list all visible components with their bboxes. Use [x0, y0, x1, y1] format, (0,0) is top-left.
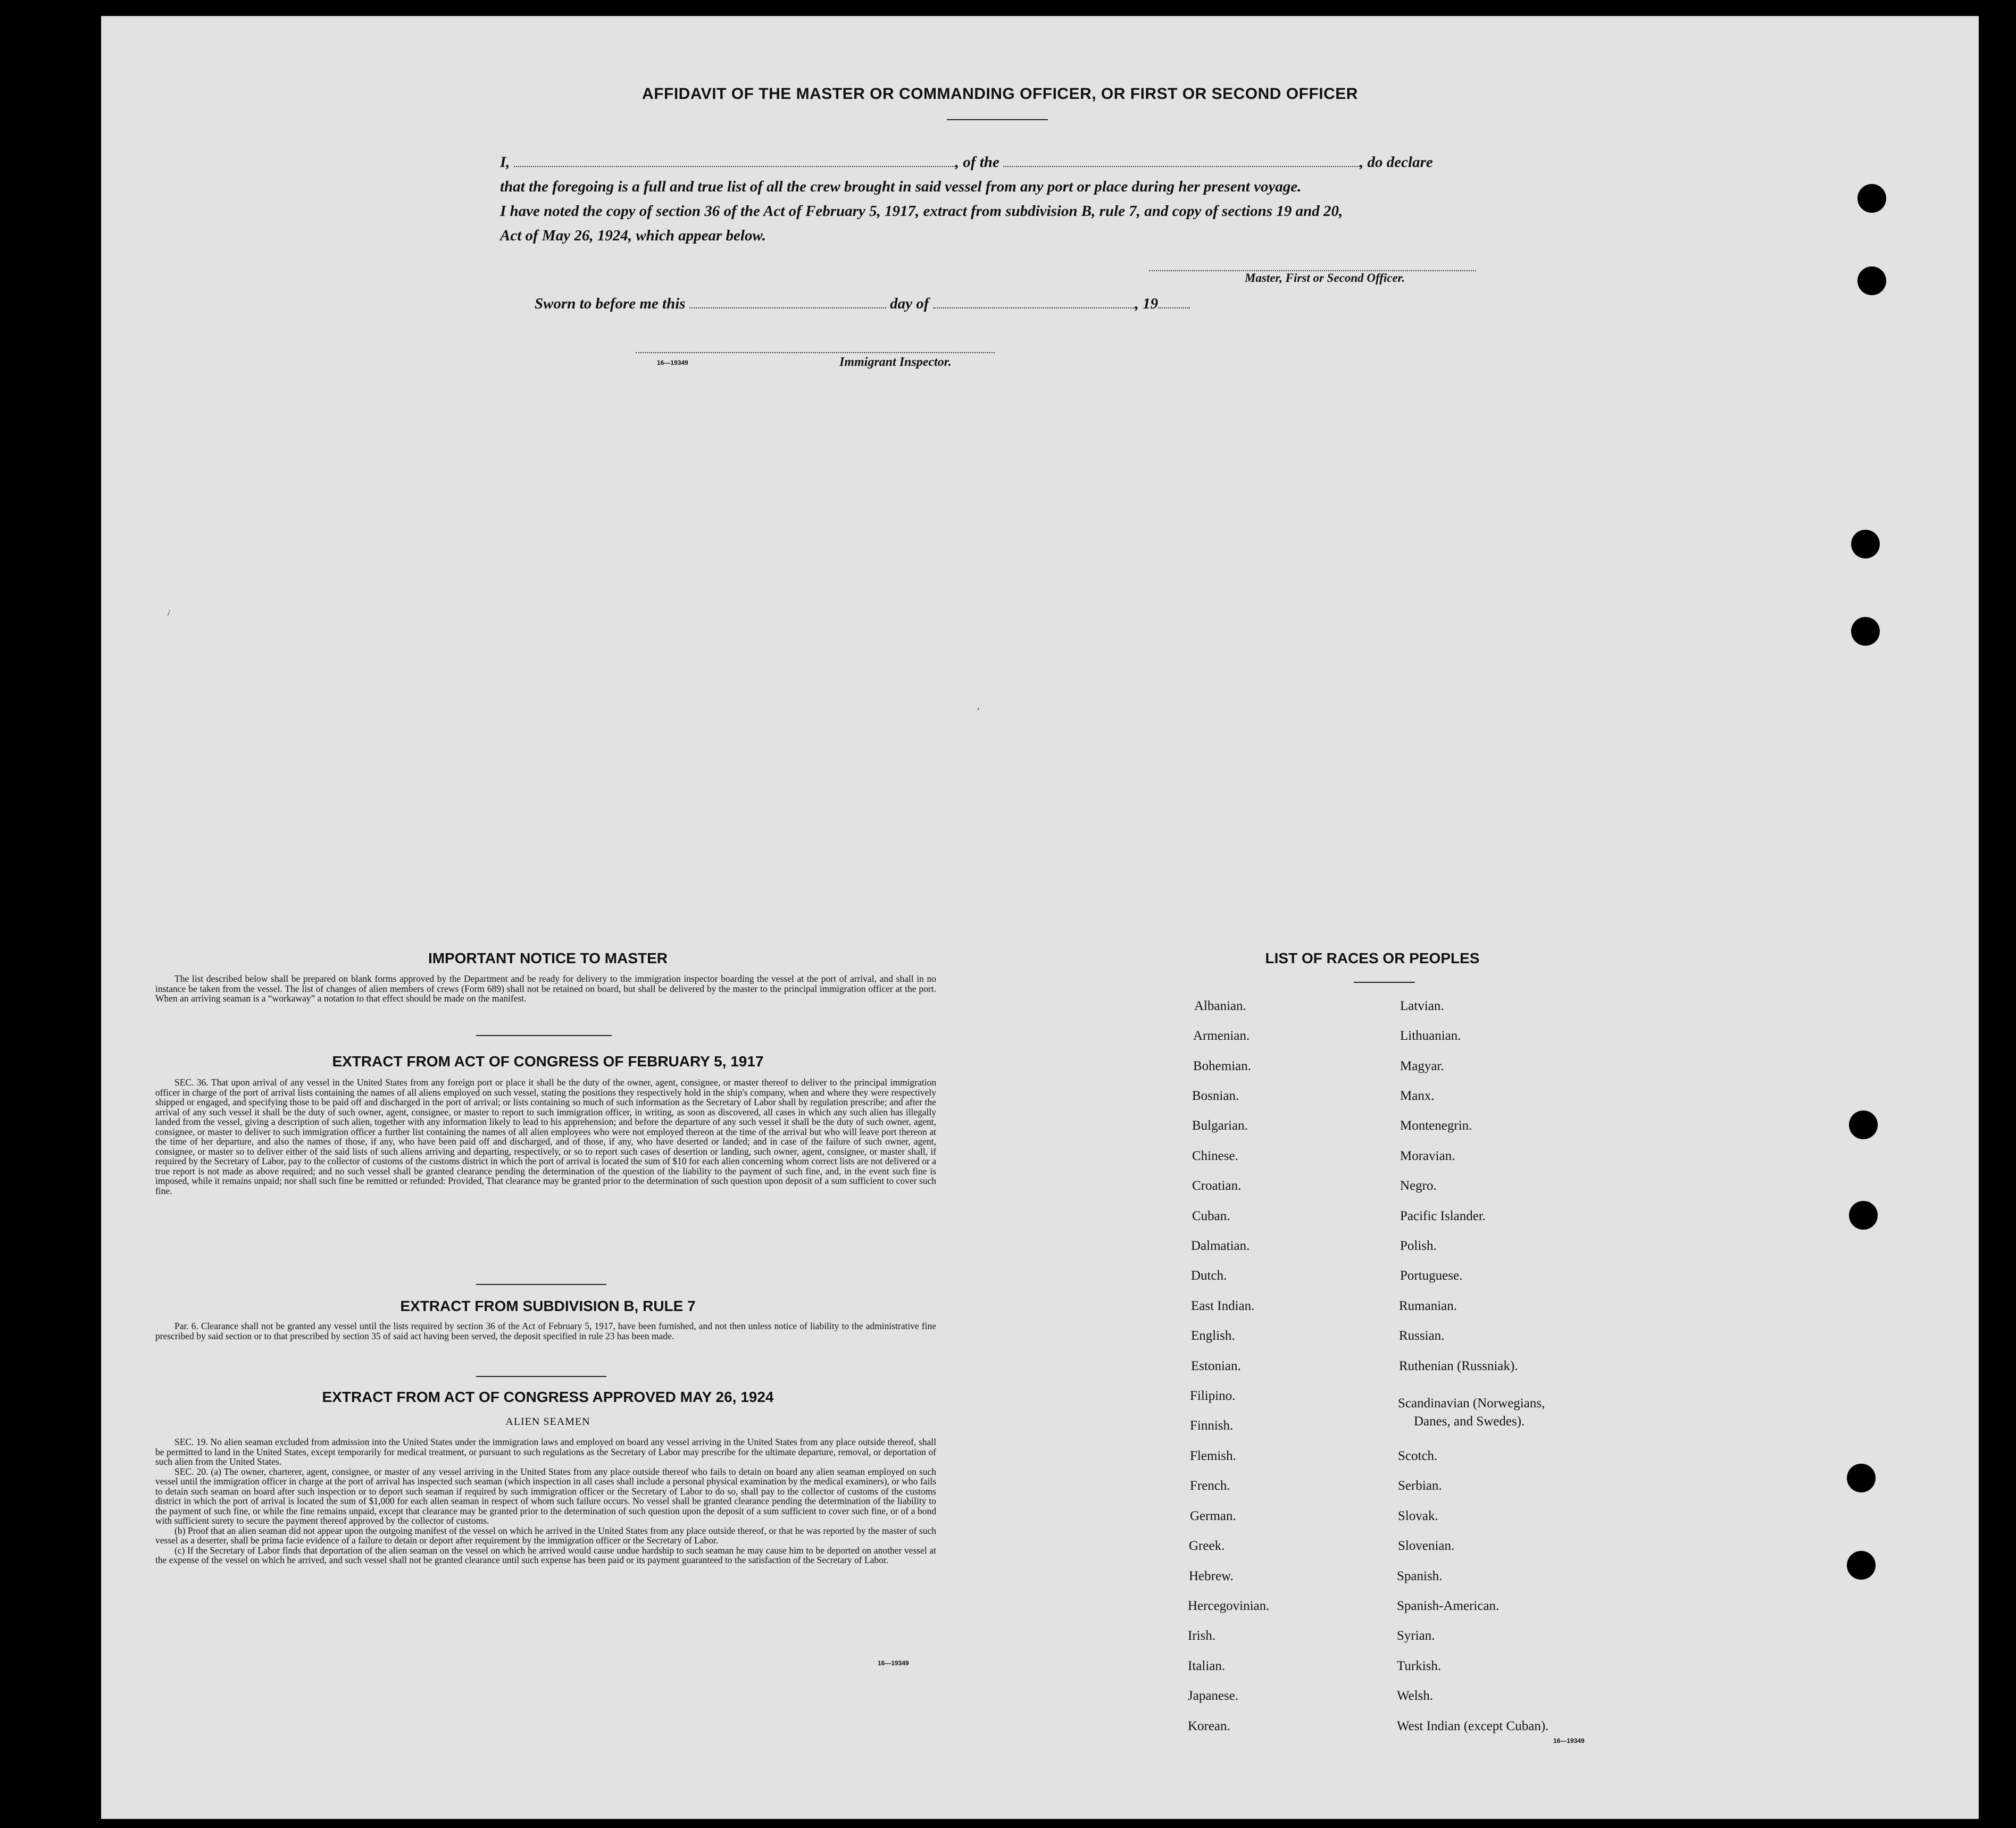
race-item: Slovenian. — [1398, 1539, 1455, 1553]
race-item: Spanish. — [1397, 1569, 1443, 1583]
race-item: English. — [1191, 1329, 1235, 1343]
name-field[interactable] — [514, 154, 955, 167]
sworn-year-field[interactable] — [1158, 296, 1190, 308]
race-item: Rumanian. — [1399, 1299, 1457, 1313]
race-item: Scandinavian (Norwegians, Danes, and Swedes). — [1398, 1396, 1545, 1429]
affidavit-line-1: I, , of the , do declare — [500, 154, 1433, 171]
race-item: Filipino. — [1190, 1389, 1236, 1403]
race-item: Negro. — [1400, 1179, 1437, 1193]
form-number: 16—19349 — [1553, 1737, 1585, 1744]
form-number: 16—19349 — [657, 359, 688, 366]
race-item: Armenian. — [1193, 1029, 1250, 1043]
race-item: Greek. — [1189, 1539, 1225, 1553]
race-item: Croatian. — [1192, 1179, 1242, 1193]
race-item: Russian. — [1399, 1329, 1445, 1343]
race-item: Irish. — [1188, 1629, 1216, 1643]
race-item: Finnish. — [1190, 1418, 1234, 1433]
race-item: Albanian. — [1194, 999, 1246, 1013]
affidavit-line-3: I have noted the copy of section 36 of the Act of February 5, 1917, extract from subdivision B, rule 7, and copy of sections 19 and 20, — [500, 203, 1343, 220]
divider — [476, 1284, 606, 1285]
race-item: Serbian. — [1398, 1479, 1442, 1493]
sworn-month-field[interactable] — [933, 296, 1135, 308]
race-item: Bulgarian. — [1192, 1118, 1248, 1133]
act-1924-text: SEC. 19. No alien seaman excluded from admission into the United States under the immigration laws and employed on board any vessel arriving in the United States from any place outside thereof, shall be permitted to land in the United States, except temporarily for medical treatment, or pursuant to such regulations as the Secretary of Labor may prescribe for the ultimate departure, removal, or deportation of such alien from the United States. SEC. 20. (a) The owner, charterer, agent, consignee, or master of any vessel arriving in the United States from any place outside thereof who fails to detain on board any alien seaman employed on such vessel until the immigration officer in charge at the port of arrival has inspected such seaman (which inspection in all cases shall include a personal physical examination by the medical examiners), or who fails to detain such seaman on board after such inspection or to deport such seaman if required by such immigration officer or the Secretary of Labor to do so, shall pay to the collector of customs of the customs district in which the port of arrival is located the sum of $1,000 for each alien seaman in respect of whom such failure occurs. No vessel shall be granted clearance pending the determination of the liability to the payment of such fine, or while the fine remains unpaid, except that clearance may be granted prior to the determination of such question upon the deposit of a sum sufficient to cover such fine, or of a bond with sufficient surety to secure the payment thereof approved by the collector of customs. (b) Proof that an alien seaman did not appear upon the outgoing manifest of the vessel on which he arrived in the United States from any place outside thereof, or that he was reported by the master of such vessel as a deserter, shall be prima facie evidence of a failure to detain or deport after requirement by the immigration officer or the Secretary of Labor. (c) If the Secretary of Labor finds that deportation of the alien seaman on the vessel on which he arrived would cause undue hardship to such seaman he may cause him to be deported on another vessel at the expense of the vessel on which he arrived, and such vessel shall not be granted clearance until such expense has been paid or its payment guaranteed to the satisfaction of the Secretary of Labor. — [155, 1437, 936, 1565]
punch-hole — [1847, 1551, 1876, 1580]
race-item: Scotch. — [1398, 1449, 1438, 1463]
race-item: German. — [1190, 1509, 1236, 1523]
race-item: Latvian. — [1400, 999, 1444, 1013]
race-item: Bosnian. — [1192, 1089, 1239, 1103]
affidavit-title: AFFIDAVIT OF THE MASTER OR COMMANDING OFFICER, OR FIRST OR SECOND OFFICER — [642, 85, 1358, 103]
race-item: Portuguese. — [1400, 1268, 1463, 1283]
punch-hole — [1851, 530, 1880, 558]
vessel-field[interactable] — [1003, 154, 1360, 167]
race-item: Slovak. — [1398, 1509, 1438, 1523]
signature-field[interactable] — [1149, 258, 1476, 271]
rule7-text: Par. 6. Clearance shall not be granted any vessel until the lists required by section 36 of the Act of February 5, 1917, have been furnished, and not then unless notice of liability to the administrative fine prescribed by said section or to that prescribed by section 35 of said act having been served, the deposit specified in rule 23 has been made. — [155, 1321, 936, 1341]
inspector-label: Immigrant Inspector. — [839, 355, 952, 369]
race-item: Flemish. — [1190, 1449, 1236, 1463]
scan-mark: ʼ — [977, 706, 980, 716]
race-item: Welsh. — [1397, 1689, 1434, 1703]
race-item: Dalmatian. — [1191, 1239, 1250, 1253]
divider — [476, 1035, 612, 1036]
act-1917-title: EXTRACT FROM ACT OF CONGRESS OF FEBRUARY 5, 1917 — [332, 1053, 764, 1070]
race-item: Manx. — [1400, 1089, 1435, 1103]
races-title: LIST OF RACES OR PEOPLES — [1265, 950, 1480, 966]
race-item: Hebrew. — [1189, 1569, 1234, 1583]
sworn-day-field[interactable] — [689, 296, 886, 308]
race-item: Moravian. — [1400, 1149, 1455, 1163]
race-item: Ruthenian (Russniak). — [1399, 1359, 1518, 1373]
punch-hole — [1849, 1201, 1878, 1230]
race-item: Japanese. — [1188, 1689, 1239, 1703]
act-1917-text: SEC. 36. That upon arrival of any vessel in the United States from any foreign port or place it shall be the duty of the owner, agent, consignee, or master thereof to deliver to the principal immigration officer in charge of the port of arrival lists containing the names of all aliens employed on such vessel, stating the positions they respectively hold in the ship's company, when and where they were respectively shipped or engaged, and specifying those to be paid off and discharged in the port of arrival; or lists containing so much of such information as the Secretary of Labor shall by regulation prescribe; and after the arrival of any such vessel it shall be the duty of such owner, agent, consignee, or master to report to such immigration officer, in writing, as soon as discovered, all cases in which any such alien has illegally landed from the vessel, giving a description of such alien, together with any information likely to lead to his apprehension; and before the departure of any such vessel it shall be the duty of such owner, agent, consignee, or master to deliver to such immigration officer a further list containing the names of all alien employees who were not employed thereon at the time of the arrival but who will leave port thereon at the time of her departure, and also the names of those, if any, who have been paid off and discharged, and of those, if any, who have deserted or landed; and in case of the failure of such owner, agent, consignee, or master so to deliver either of the said lists of such aliens arriving and departing, respectively, or so to report such cases of desertion or landing, such owner, agent, consignee, or master shall, if required by the Secretary of Labor, pay to the collector of customs of the customs district in which the port of arrival is located the sum of $10 for each alien concerning whom correct lists are not delivered or a true report is not made as above required; and no such vessel shall be granted clearance pending the determination of the question of the liability to the payment of such fine, and, in the event such fine is imposed, while it remains unpaid; nor shall such fine be remitted or refunded: Provided, That clearance may be granted prior to the determination of such question upon deposit of a sum sufficient to cover such fine. — [155, 1077, 936, 1196]
race-item: East Indian. — [1191, 1299, 1255, 1313]
notice-title: IMPORTANT NOTICE TO MASTER — [428, 950, 668, 966]
alien-seamen-heading: ALIEN SEAMEN — [505, 1416, 590, 1428]
notice-text: The list described below shall be prepared on blank forms approved by the Department and be ready for delivery to the immigration inspector boarding the vessel at the port of arrival, and shall in no instance be taken from the vessel. The list of changes of alien members of crews (Form 689) shall not be retained on board, but shall be delivered by the master to the principal immigration officer at the port. When an arriving seaman is a “workaway” a notation to that effect should be made on the manifest. — [155, 973, 936, 1004]
race-item: West Indian (except Cuban). — [1397, 1719, 1549, 1733]
race-item: Cuban. — [1192, 1209, 1230, 1223]
divider — [476, 1376, 606, 1377]
race-item: Pacific Islander. — [1400, 1209, 1486, 1223]
race-item: Spanish-American. — [1397, 1599, 1499, 1613]
inspector-signature-field[interactable] — [636, 340, 995, 353]
rule7-title: EXTRACT FROM SUBDIVISION B, RULE 7 — [400, 1298, 696, 1314]
divider — [1354, 982, 1415, 983]
affidavit-line-4: Act of May 26, 1924, which appear below. — [500, 227, 766, 244]
race-item: Estonian. — [1191, 1359, 1241, 1373]
signature-label: Master, First or Second Officer. — [1245, 271, 1405, 285]
race-item: Chinese. — [1192, 1149, 1238, 1163]
punch-hole — [1851, 617, 1880, 646]
punch-hole — [1849, 1111, 1878, 1139]
race-item: Polish. — [1400, 1239, 1437, 1253]
punch-hole — [1847, 1464, 1876, 1492]
affidavit-line-2: that the foregoing is a full and true list of all the crew brought in said vessel from any port or place during her present voyage. — [500, 178, 1302, 195]
race-item: Lithuanian. — [1400, 1029, 1461, 1043]
punch-hole — [1857, 184, 1886, 213]
punch-hole — [1857, 266, 1886, 295]
race-item: Italian. — [1188, 1659, 1226, 1673]
race-item: Dutch. — [1191, 1268, 1227, 1283]
race-item: Turkish. — [1397, 1659, 1442, 1673]
sworn-line: Sworn to before me this day of , 19 — [535, 295, 1190, 313]
race-item: Magyar. — [1400, 1059, 1444, 1073]
affidavit-body — [500, 150, 1500, 248]
race-item: French. — [1190, 1479, 1230, 1493]
act-1924-title: EXTRACT FROM ACT OF CONGRESS APPROVED MAY 26, 1924 — [322, 1389, 774, 1405]
scan-mark: / — [168, 607, 171, 618]
race-item: Syrian. — [1397, 1629, 1435, 1643]
race-item: Montenegrin. — [1400, 1118, 1472, 1133]
race-item: Hercegovinian. — [1188, 1599, 1270, 1613]
race-item: Korean. — [1188, 1719, 1230, 1733]
race-item: Bohemian. — [1193, 1059, 1252, 1073]
form-number: 16—19349 — [878, 1659, 909, 1667]
divider — [947, 119, 1048, 120]
